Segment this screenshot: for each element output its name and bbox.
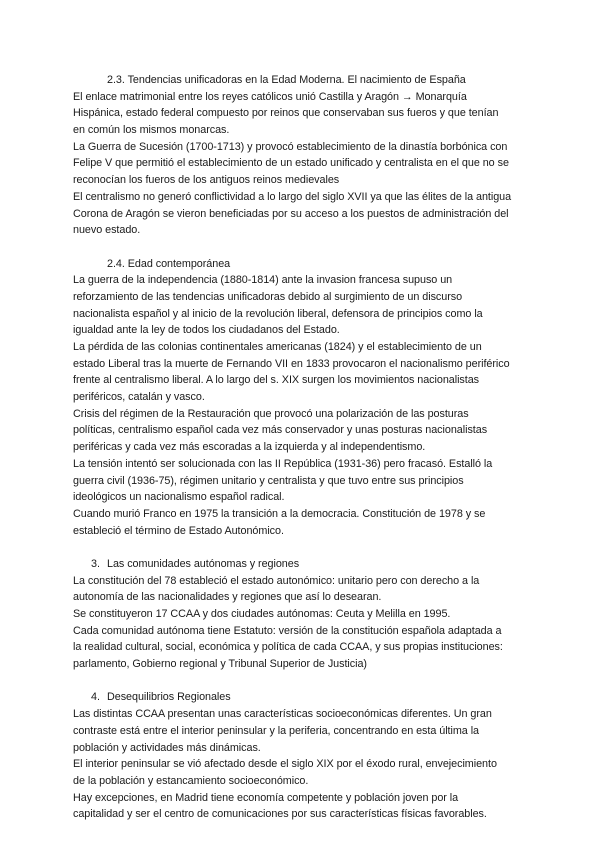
text-line: La guerra de la independencia (1880-1814) ante la invasion francesa supuso un [73,274,453,287]
text-line: La tensión intentó ser solucionada con las II República (1931-36) pero fracasó. Estalló la [73,457,493,470]
text-line: reforzamiento de las tendencias unificadoras debido al surgimiento de un discurso [73,290,463,303]
document-body [73,72,533,823]
text-line: en común los mismos monarcas. [73,124,230,137]
text-line: El interior peninsular se vió afectado desde el siglo XIX por el éxodo rural, envejecimiento [73,758,497,771]
section-3-number: 3. [91,557,100,570]
text-line: Corona de Aragón se vieron beneficiadas por su acceso a los puestos de administración del [73,207,509,220]
text-line: ideológicos un nacionalismo español radical. [73,491,285,504]
text-line: población y actividades más dinámicas. [73,741,261,754]
text-line: de la población y estancamiento socioeconómico. [73,774,309,787]
text-line: estableció el término de Estado Autonómico. [73,524,284,537]
section-2-3-heading: 2.3. Tendencias unificadoras en la Edad Moderna. El nacimiento de España [107,74,466,86]
text-line: igualdad ante la ley de todos los ciudadanos del Estado. [73,324,340,337]
text-line: nuevo estado. [73,224,141,237]
section-2-4-heading: 2.4. Edad contemporánea [107,257,231,270]
section-2-3-body [73,89,533,239]
spacer [73,673,533,690]
text-line: La Guerra de Sucesión (1700-1713) y provocó establecimiento de la dinastía borbónica con [73,140,508,153]
text-line: la realidad cultural, social, económica y política de cada CCAA, y sus propias instituciones: [73,641,503,654]
text-line: periféricos, catalán y vasco. [73,391,205,404]
spacer [73,539,533,556]
text-line: Hispánica, estado federal compuesto por reinos que conservaban sus fueros y que tenían [73,107,499,120]
section-4-number: 4. [91,691,100,704]
text-line: Se constituyeron 17 CCAA y dos ciudades autónomas: Ceuta y Melilla en 1995. [73,608,451,620]
text-line: El centralismo no generó conflictividad a lo largo del siglo XVII ya que las élites de la antigua [73,190,512,203]
section-4-heading [73,689,533,706]
text-line: contraste está entre el interior peninsular y la periferia, concentrando en esta última la [73,724,480,737]
text-line: Las distintas CCAA presentan unas características socioeconómicas diferentes. Un gran [73,708,492,721]
text-line: políticas, centralismo español cada vez más conservador y unas posturas nacionalistas [73,424,488,437]
text-line: Cada comunidad autónoma tiene Estatuto: versión de la constitución española adaptada a [73,624,502,637]
text-line: La pérdida de las colonias continentales americanas (1824) y el establecimiento de un [73,341,482,353]
section-3-body [73,573,533,673]
text-line: La constitución del 78 estableció el estado autonómico: unitario pero con derecho a la [73,574,480,587]
text-line: nacionalista español y al inicio de la revolución liberal, defensora de principios como la [73,307,483,320]
spacer [73,239,533,256]
text-line: Crisis del régimen de la Restauración que provocó una polarización de las posturas [73,407,469,420]
section-3-title: Las comunidades autónomas y regiones [107,557,300,570]
section-2-4-body [73,272,533,539]
text-line: estado Liberal tras la muerte de Fernando VII en 1833 provocaron el nacionalismo periférico [73,357,510,370]
text-line: capitalidad y ser el centro de comunicaciones por sus características físicas favorables. [73,808,487,821]
text-line: periféricas y cada vez más escoradas a la izquierda y al independentismo. [73,441,426,454]
text-line: Hay excepciones, en Madrid tiene economía competente y población joven por la [73,791,459,804]
text-line: Cuando murió Franco en 1975 la transición a la democracia. Constitución de 1978 y se [73,507,486,520]
section-4-body [73,706,533,823]
text-line: Felipe V que permitió el establecimiento de un estado unificado y centralista en el que no se [73,157,509,170]
text-line: reconocían los fueros de los antiguos reinos medievales [73,174,340,187]
text-line: guerra civil (1936-75), régimen unitario y centralista y que tuvo entre sus principios [73,474,464,487]
text-line: autonomía de las nacionalidades y regiones que así lo desearan. [73,591,382,604]
text-line: frente al centralismo liberal. A lo largo del s. XIX surgen los movimientos nacionalistas [73,374,480,387]
section-3-heading [73,556,533,573]
text-line: El enlace matrimonial entre los reyes católicos unió Castilla y Aragón → Monarquía [73,90,467,103]
section-4-title: Desequilibrios Regionales [107,691,231,704]
text-line: parlamento, Gobierno regional y Tribunal Superior de Justicia) [73,658,367,671]
